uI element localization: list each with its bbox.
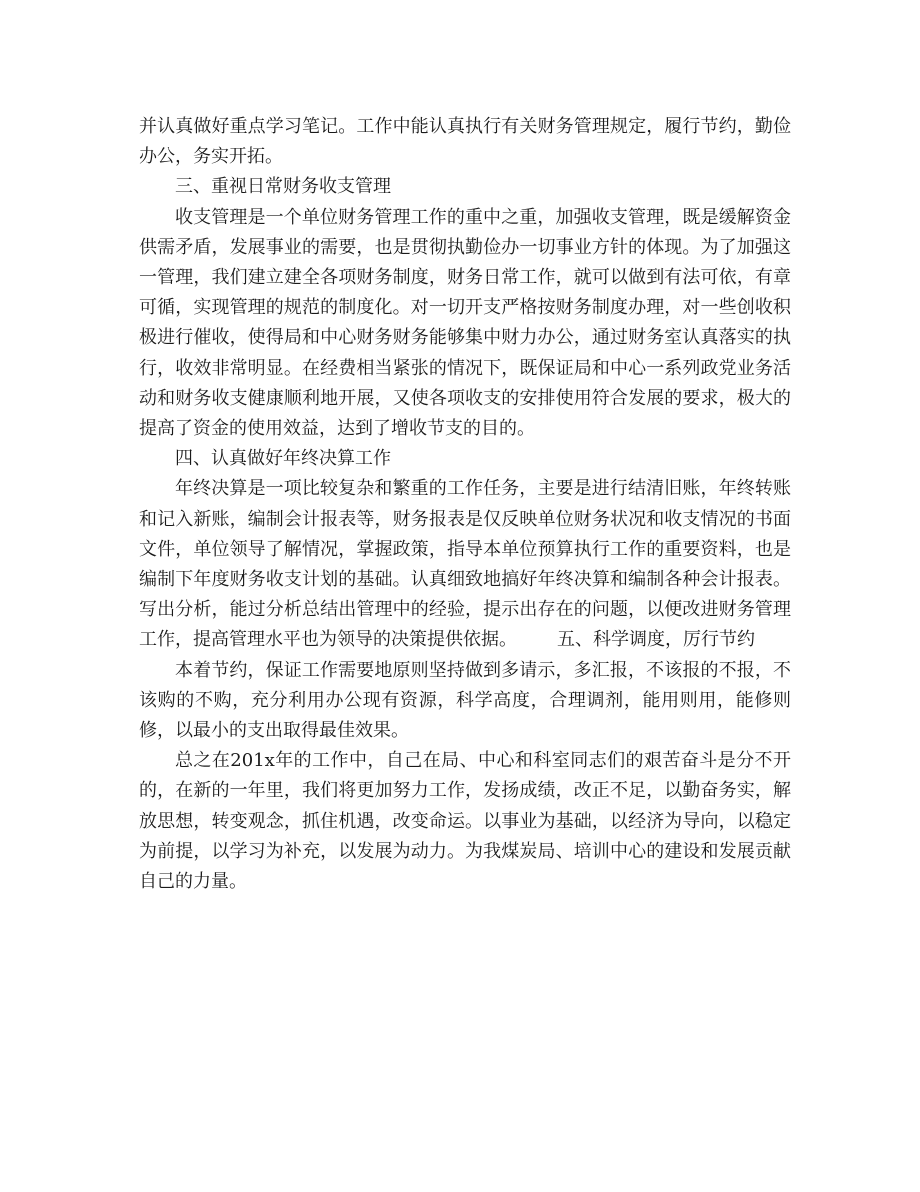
paragraph-frugality: 本着节约，保证工作需要地原则坚持做到多请示，多汇报，不该报的不报，不该购的不购，充分利用办公现有资源，科学高度，合理调剂，能用则用，能修则修，以最小的支出取得最佳效果。 (139, 659, 791, 742)
paragraph-year-end-text: 年终决算是一项比较复杂和繁重的工作任务，主要是进行结清旧账，年终转账和记入新账，编制会计报表等，财务报表是仅反映单位财务状况和收支情况的书面文件，单位领导了解情况，掌握政策，指导本单位预算执行工作的重要资料，也是编制下年度财务收支计划的基础。认真细致地搞好年终决算和编制各种会计报表。写出分析，能过分析总结出管理中的经验，提示出存在的问题，以便改进财务管理工作，提高管理水平也为领导的决策提供依据。 (139, 478, 791, 651)
paragraph-year-end-accounts (139, 474, 791, 655)
section-heading-3: 三、重视日常财务收支管理 (175, 176, 391, 198)
document-body (139, 112, 791, 897)
section-heading-5: 五、科学调度，厉行节约 (557, 629, 755, 651)
paragraph-summary: 总之在201x年的工作中，自己在局、中心和科室同志们的艰苦奋斗是分不开的，在新的一年里，我们将更加努力工作，发扬成绩，改正不足，以勤奋务实，解放思想，转变观念，抓住机遇，改变命运。以事业为基础，以经济为导向，以稳定为前提，以学习为补充，以发展为动力。为我煤炭局、培训中心的建设和发展贡献自己的力量。 (139, 750, 791, 893)
paragraph-income-expense: 收支管理是一个单位财务管理工作的重中之重，加强收支管理，既是缓解资金供需矛盾，发展事业的需要，也是贯彻执勤俭办一切事业方针的体现。为了加强这一管理，我们建立建全各项财务制度，财务日常工作，就可以做到有法可依，有章可循，实现管理的规范的制度化。对一切开支严格按财务制度办理，对一些创收积极进行催收，使得局和中心财务财务能够集中财力办公，通过财务室认真落实的执行，收效非常明显。在经费相当紧张的情况下，既保证局和中心一系列政党业务活动和财务收支健康顺利地开展，又使各项收支的安排使用符合发展的要求，极大的提高了资金的使用效益，达到了增收节支的目的。 (139, 206, 791, 440)
section-heading-4: 四、认真做好年终决算工作 (175, 448, 391, 470)
paragraph-continuation: 并认真做好重点学习笔记。工作中能认真执行有关财务管理规定，履行节约，勤俭办公，务实开拓。 (139, 116, 791, 168)
